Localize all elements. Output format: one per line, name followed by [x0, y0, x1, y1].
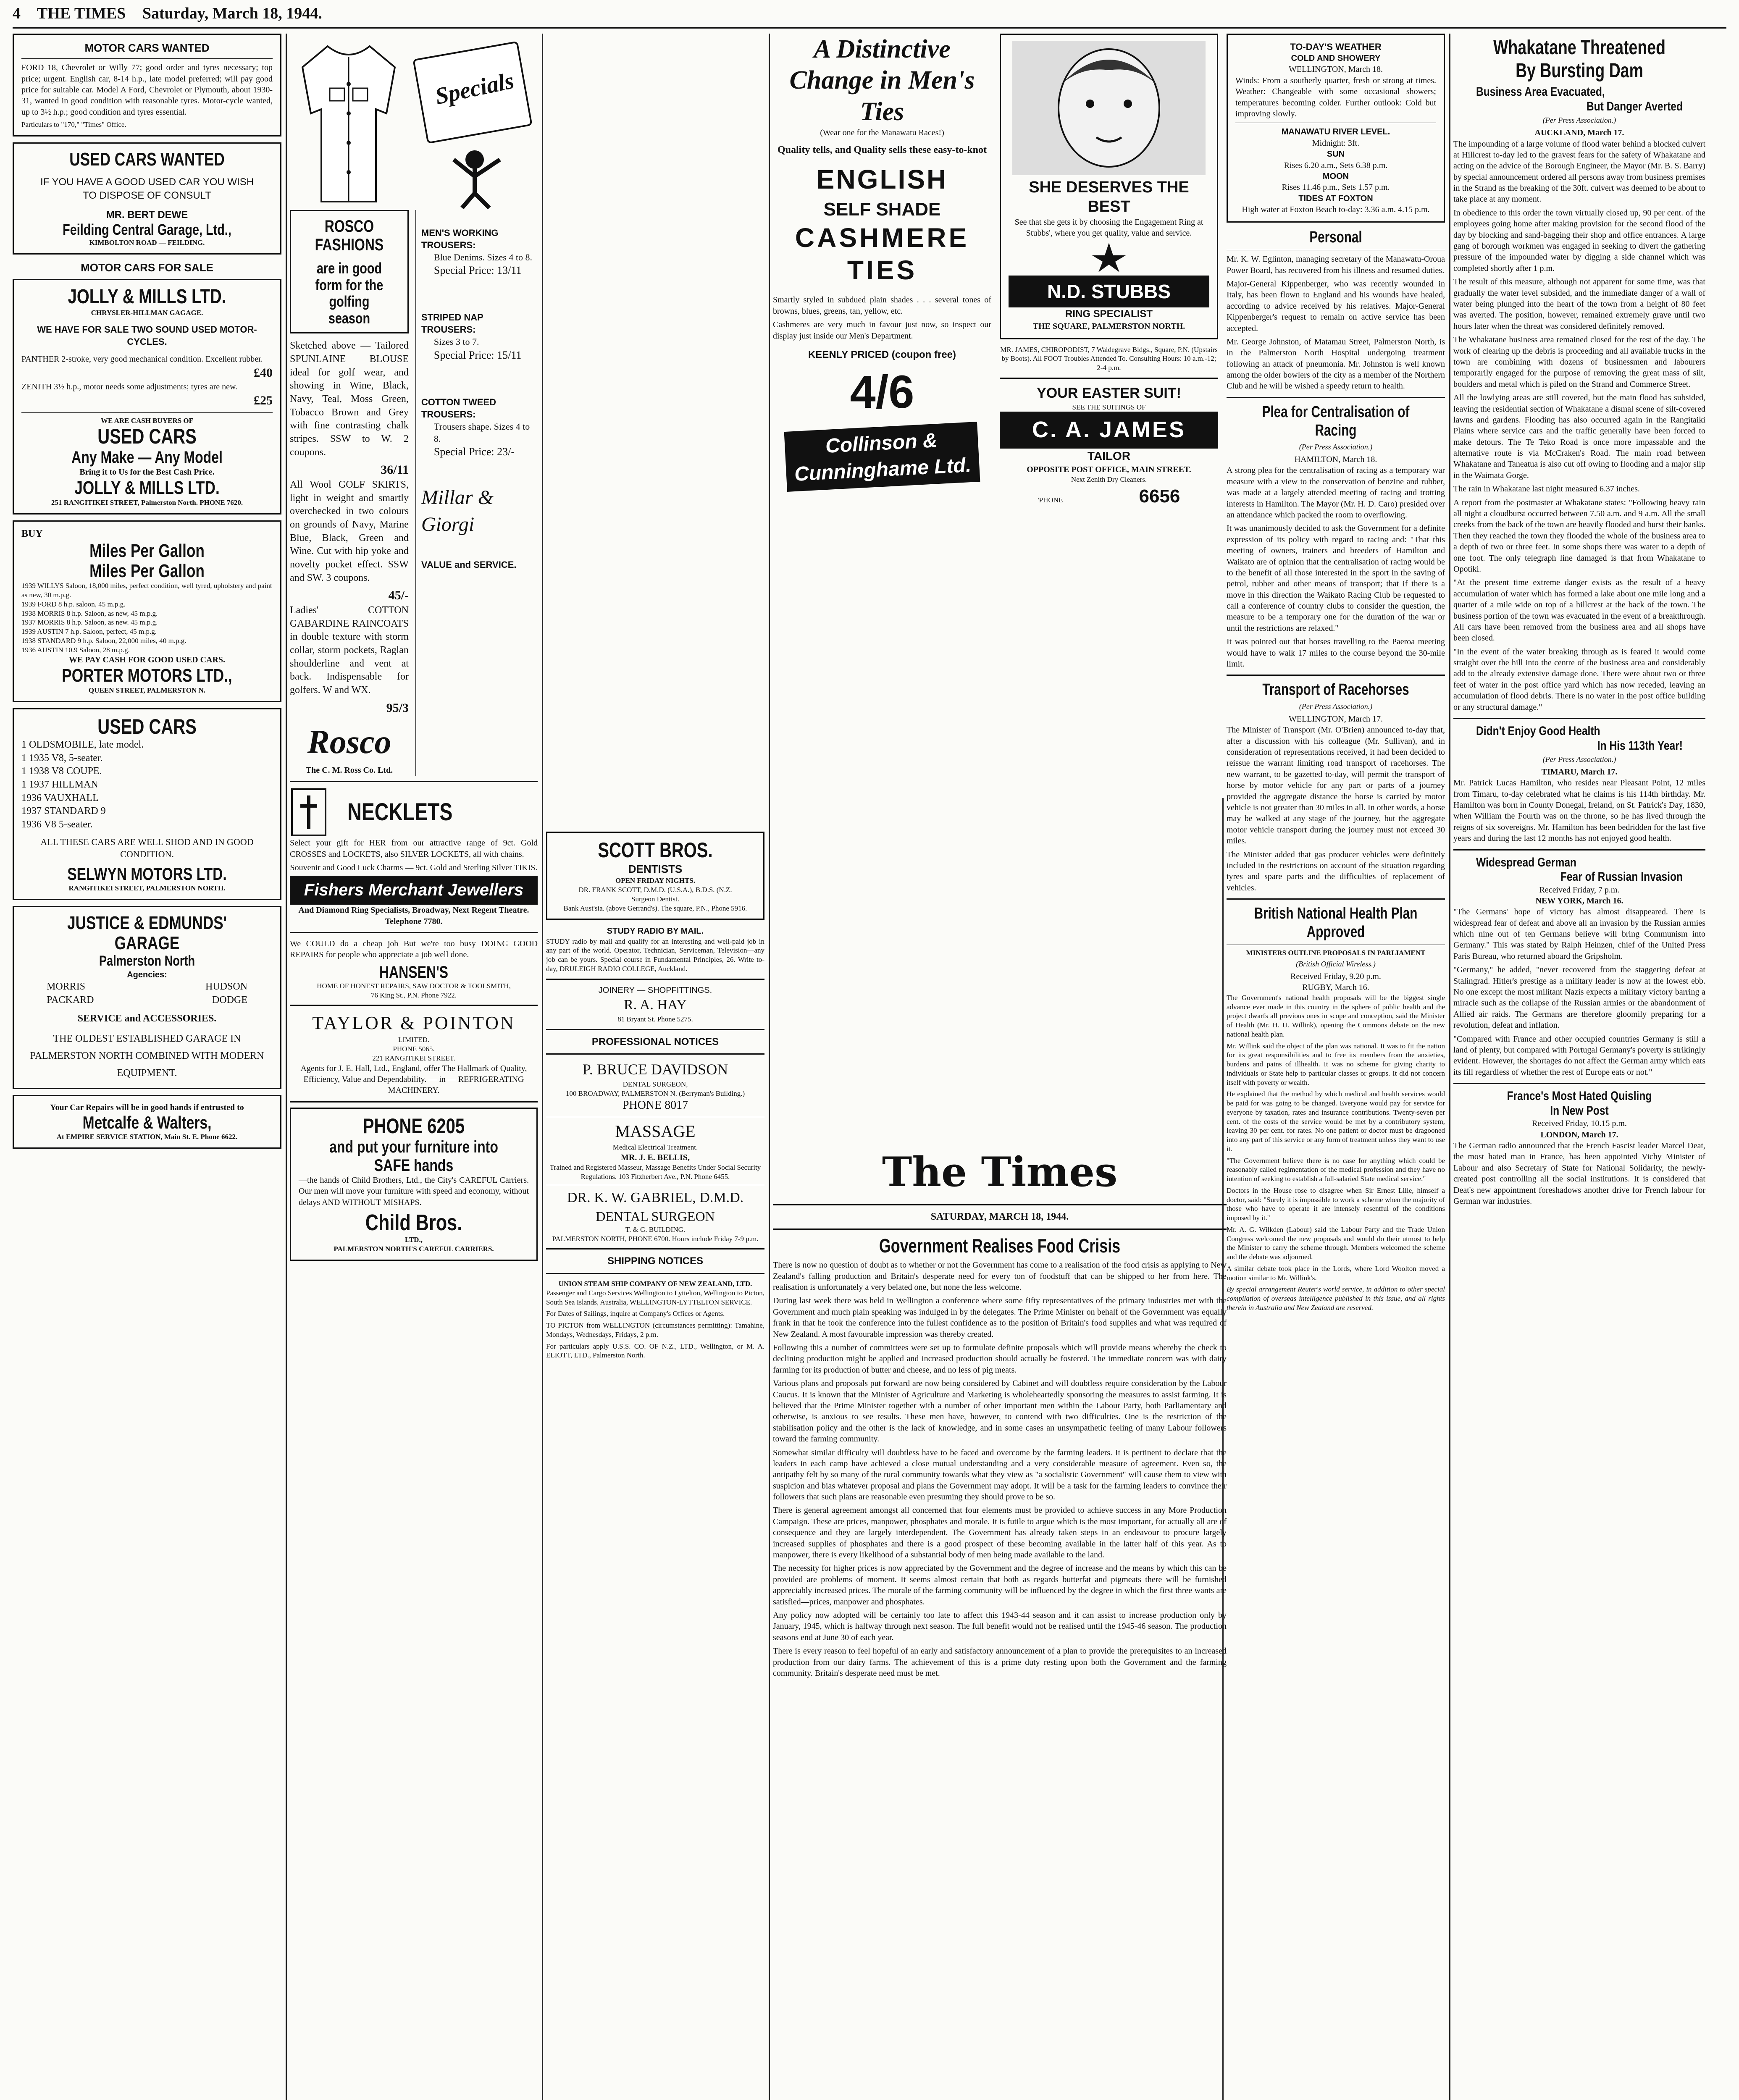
ad-text: Select your gift for HER from our attractive range of 9ct. Gold CROSSES and LOCKETS, also SILVER LOCKETS, all with chains.: [290, 838, 538, 859]
story-paragraph: "Compared with France and other occupied countries Germany is still a land of plenty, but compared with Portugal Germany's poverty is strikingly evident. However, the shortages do not affect the German army which eats its fill regardless of whether the rest of Europe eats or not.": [1453, 1034, 1705, 1077]
business-name: HANSEN'S: [379, 963, 449, 982]
business-address: 81 Bryant St. Phone 5275.: [617, 1015, 693, 1023]
story-paragraph: Mr. K. W. Eglinton, managing secretary of the Manawatu-Oroua Power Board, has recovered from his illness and resumed duties.: [1227, 255, 1445, 275]
business-type: JOINERY — SHOPFITTINGS.: [598, 985, 712, 995]
blouse-illustration: [290, 34, 407, 210]
story-headline: Whakatane Threatened By Bursting Dam: [1493, 37, 1665, 82]
justice-edmunds-ad: [13, 906, 281, 1089]
ad-text: WE PAY CASH FOR GOOD USED CARS.: [68, 655, 226, 665]
specials-sign-text: Specials: [433, 67, 517, 110]
motor-cars-wanted-ad: [13, 34, 281, 136]
chiropodist-ad: MR. JAMES, CHIROPODIST, 7 Waldegrave Bldgs., Square, P.N. (Upstairs by Boots). All FOOT Troubles Attended To. Consulting Hours: 10 a.m.-12; 2-4 p.m.: [1000, 345, 1218, 372]
car-listing: 1936 V8 5-seater.: [21, 819, 93, 830]
paper-name: THE TIMES: [37, 5, 126, 22]
garage-town: Palmerston North: [99, 953, 195, 969]
sun-heading: SUN: [1327, 150, 1345, 159]
story-paragraph: Mr. George Johnston, of Matamau Street, Palmerston North, is in the Palmerston North Hospital undergoing treatment following an attack of pneumonia. Mr. Johnston is well known among the older bowlers of the city as a member of the Northern Club and he will be wished a speedy return to health.: [1227, 337, 1445, 391]
ad-headline: SHE DESERVES THE BEST: [1029, 178, 1189, 215]
dentist-role: DENTAL SURGEON: [596, 1208, 715, 1224]
product-heading: COTTON TWEED TROUSERS:: [421, 396, 496, 420]
moon-heading: MOON: [1322, 171, 1349, 181]
ad-text: TO PICTON from WELLINGTON (circumstances permitting): Tamahine, Mondays, Wednesdays, Fridays, 2 p.m.: [546, 1321, 764, 1339]
business-type: DENTISTS: [628, 863, 683, 875]
river-heading: MANAWATU RIVER LEVEL.: [1281, 127, 1390, 137]
ties-ad: [773, 34, 991, 1150]
weather-heading: TO-DAY'S WEATHER: [1290, 42, 1382, 52]
story-received: Received Friday, 10.15 p.m.: [1532, 1119, 1627, 1129]
ad-text: Bring it to Us for the Best Cash Price.: [79, 467, 215, 477]
editorial-headline: Government Realises Food Crisis: [879, 1235, 1121, 1257]
dentist-role: Surgeon Dentist.: [631, 895, 679, 903]
ad-text: SERVICE and ACCESSORIES.: [77, 1013, 217, 1024]
ad-text: For Dates of Sailings, inquire at Company's Offices or Agents.: [546, 1310, 725, 1318]
car-listing: 1 1938 V8 COUPE.: [21, 766, 102, 777]
car-listing: 1939 AUSTIN 7 h.p. Saloon, perfect, 45 m.p.g.: [21, 627, 157, 636]
story-received: Received Friday, 7 p.m.: [1539, 885, 1620, 895]
story-dateline: LONDON, March 17.: [1540, 1130, 1618, 1139]
product-bullet: Smartly styled in subdued plain shades . . . several tones of browns, blues, greens, tan, yellow, etc.: [773, 295, 991, 316]
product-headline: ENGLISH: [816, 164, 948, 195]
product-heading: MEN'S WORKING TROUSERS:: [421, 228, 499, 251]
business-type: TAILOR: [1087, 449, 1131, 462]
story-paragraph: The Whakatane business area remained closed for the rest of the day. The work of clearing up the debris is proceeding and all available trucks in the town are combining with dozens of businessmen and labourers temporarily engaged for the purpose of removing the great mass of silt, boulders and metal which is piled on the Strand and Commerce Street.: [1453, 335, 1705, 389]
story-paragraph: "Germany," he added, "never recovered from the staggering defeat at Stalingrad. Hitler's prestige as a military leader is now at the lowest ebb. No one except the most militant Nazis expects a military victory barring a miracle such as the collapse of the Russian armies or the abandonment of Allied air raids. The Germans are therefore gloomily preparing for a revolution, defeat and inflation.: [1453, 965, 1705, 1030]
business-phone: 6656: [1139, 486, 1180, 507]
listing: PANTHER 2-stroke, very good mechanical condition. Excellent rubber.: [21, 354, 263, 364]
story-paragraph: Major-General Kippenberger, who was recently wounded in Italy, has been flown to England and his wounds have healed, according to advice received by his relatives. Major-General Kippenberger's request to remain on active service has been accepted.: [1227, 279, 1445, 333]
column-rule: [769, 34, 770, 2100]
story-credit: (Per Press Association.): [1542, 116, 1616, 125]
story-subheading: But Danger Averted: [1586, 99, 1683, 113]
millar-giorgi-logo: Millar & Giorgi: [421, 486, 494, 536]
ad-title: MOTOR CARS WANTED: [84, 42, 210, 54]
business-detail: Next Zenith Dry Cleaners.: [1071, 475, 1147, 484]
story-paragraph: It was unanimously decided to ask the Government for a definite expression of its policy with regard to racing and: "That this meeting of owners, trainers and breeders of Hamilton and Waikato are of opinion that the centralisation of racing would be to the benefit of all those interested in the sport in the saving of petrol, rubber and other means of transport; that if there is a move in this direction the Waikato Racing Club be requested to call a conference of country clubs to consider the question, the measure to be a temporary one for the duration of the war or until the restrictions are relaxed.": [1227, 524, 1445, 633]
garage-name: JUSTICE & EDMUNDS' GARAGE: [67, 912, 227, 954]
car-listing: 1939 FORD 8 h.p. saloon, 45 m.p.g.: [21, 600, 126, 608]
weather-text: Winds: From a southerly quarter, fresh or strong at times. Weather: Changeable with some occasional showers; temperatures becoming colder. Further outlook: Cold but improving slowly.: [1235, 76, 1436, 118]
ad-headline: USED CARS: [97, 714, 197, 738]
dealer-name: SELWYN MOTORS LTD.: [67, 864, 227, 884]
car-listing: 1936 AUSTIN 10.9 Saloon, 28 m.p.g.: [21, 646, 130, 654]
ad-text: FORD 18, Chevrolet or Willy 77; good order and tyres necessary; top price; urgent. English car, 8-14 h.p., late model preferred; will pay good price for suitable car. Model A Ford, Chevrolet or Plymouth, about 1930-31, wanted in good condition with reasonable tyres. Motor-cycle wanted, up to 3½ h.p.; good condition and tyres essential.: [21, 63, 273, 117]
column-rule: [542, 34, 543, 2100]
product-price: Special Price: 23/-: [433, 445, 515, 458]
ad-text: ALL THESE CARS ARE WELL SHOD AND IN GOOD CONDITION.: [40, 836, 254, 859]
brand: DODGE: [212, 994, 247, 1005]
editorial-paragraph: Somewhat similar difficulty will doubtless have to be faced and overcome by the farming leaders. It is pertinent to declare that the leaders in each camp have achieved a close mutual understanding and a very considerable measure of agreement. Even so, the antipathy felt by so many of the rural community towards what they view as "a socialistic Government" will cause them to view with suspicion and bias whatever proposal and plans the Government may adopt. It will be a task for the farming leaders to convince their followers that such plans are reasonable even presuming they should prove to be so.: [773, 1448, 1227, 1502]
specials-sign-illustration: [412, 34, 533, 210]
business-address: THE SQUARE, PALMERSTON NORTH.: [1032, 322, 1185, 331]
masthead-date: SATURDAY, MARCH 18, 1944.: [930, 1211, 1069, 1222]
product-description: Sizes 3 to 7.: [433, 336, 479, 347]
ad-headline: USED CARS: [97, 425, 197, 449]
story-paragraph: A similar debate took place in the Lords, where Lord Woolton moved a motion similar to Mr. Willink's.: [1227, 1264, 1445, 1282]
product-price: Special Price: 15/11: [433, 349, 522, 361]
product-price: 36/11: [381, 463, 409, 477]
story-paragraph: "The Government believe there is no case for anything which could be reasonably called regimentation of the medical profession and they have no intention of seeking to establish a full-salaried State medical service.": [1227, 1156, 1445, 1183]
issue-date: Saturday, March 18, 1944.: [142, 5, 322, 22]
story-paragraph: The impounding of a large volume of flood water behind a blocked culvert at Hillcrest to-day led to the gravest fears for the safety of Whakatane and acting on the advice of the Borough Engineer, the Mayor (Mr. B. S. Barry) by special announcement ordered all persons away from business premises in the Strand as the breaking of the 30ft. culvert was deemed to be about to take place at any moment.: [1453, 139, 1705, 204]
dealer-name: JOLLY & MILLS LTD.: [68, 286, 226, 308]
dentist-role: DENTAL SURGEON,: [623, 1080, 688, 1088]
story-paragraph: It was pointed out that horses travelling to the Paeroa meeting would have to walk 17 miles to the course beyond the 30-mile limit.: [1227, 637, 1445, 669]
ad-text: For particulars apply U.S.S. CO. OF N.Z., LTD., Wellington, or M. A. ELIOTT, LTD., Palmerston North.: [546, 1342, 764, 1360]
story-headline: Plea for Centralisation of Racing: [1262, 403, 1410, 439]
copyright-note: By special arrangement Reuter's world service, in addition to other special compilation of overseas intelligence published in this issue, and all rights therein in Australia and New Zealand are reserved.: [1227, 1285, 1445, 1312]
story-paragraph: The result of this measure, although not apparent for some time, was that gradually the water level subsided, and the immediate danger of a wall of water being plunged into the heart of the town from a height of 80 feet was averted. The position, however, remained extremely grave until two hours later when the threat was considered definitely removed.: [1453, 277, 1705, 331]
ad-note: (Wear one for the Manawatu Races!): [820, 128, 944, 138]
editorial-paragraph: The necessity for higher prices is now appreciated by the Government and the degree of increase and the means by which this can be provided are problems of moment. It seems almost certain that both as regards butterfat and pigmeats there will be furnished appreciably increased prices. The morale of the farming community will be influenced by the degree in which the first three wants are satisfied—prices, manpower and phosphates.: [773, 1564, 1227, 1606]
story-paragraph: In obedience to this order the town virtually closed up, 90 per cent. of the employees going home after making provision for the second flood of the day by blocking and sand-bagging their shop and office entrances. A large gang of borough workmen was engaged in seeking to divert the gathering pressure of the impounded water by digging a side channel which was completed shortly after 1 p.m.: [1453, 208, 1705, 273]
story-subheading: MINISTERS OUTLINE PROPOSALS IN PARLIAMENT: [1246, 949, 1426, 957]
story-headline: In His 113th Year!: [1597, 738, 1683, 753]
story-paragraph: A report from the postmaster at Whakatane states: "Following heavy rain all night a cloudburst occurred between 7.50 a.m. and 9 a.m. All the small creeks from the back of the town are heavily flooded and burst their banks. Then they reached the town they flooded the whole of the business area to a depth of two or three feet. In some shops there was water to a depth of one foot. The only telegraph line damaged is that from Whakatane to Opotiki.: [1453, 498, 1705, 574]
business-building: T. & G. BUILDING.: [625, 1225, 686, 1234]
dentist-name: DR. K. W. GABRIEL, D.M.D.: [567, 1189, 744, 1205]
story-paragraph: The rain in Whakatane last night measured 6.37 inches.: [1453, 484, 1640, 494]
story-headline: Personal: [1309, 228, 1362, 246]
ad-text: Passenger and Cargo Services Wellington to Lyttelton, Wellington to Picton, South Sea Islands, Australia, WELLINGTON-LYTTELTON SERVICE.: [546, 1289, 764, 1306]
business-name: R. A. HAY: [624, 997, 687, 1013]
stubbs-logo: N.D. STUBBS: [1009, 276, 1209, 308]
weather-box: [1227, 34, 1445, 223]
news-column-right: [1453, 34, 1705, 2100]
product-description: Blue Denims. Sizes 4 to 8.: [433, 252, 532, 263]
ad-headline: Miles Per Gallon: [89, 540, 205, 561]
product-description: Ladies' COTTON GABARDINE RAINCOATS in double texture with storm collar, storm pockets, Raglan shoulderline and vent at back. Indispensable for golfers. W and WX.: [290, 604, 409, 696]
ad-text: Your Car Repairs will be in good hands if entrusted to: [50, 1102, 244, 1112]
business-name: SCOTT BROS.: [598, 838, 713, 862]
contact-name: MR. BERT DEWE: [106, 209, 188, 220]
brand: HUDSON: [205, 981, 247, 992]
car-listing: 1937 MORRIS 8 h.p. Saloon, as new. 45 m.p.g.: [21, 618, 158, 627]
ring-sparkle-icon: [1046, 239, 1172, 272]
porter-motors-ad: [13, 520, 281, 702]
listing: ZENITH 3½ h.p., motor needs some adjustments; tyres are new.: [21, 382, 238, 391]
ad-text: STUDY radio by mail and qualify for an interesting and well-paid job in any part of the world. Operator, Technician, Serviceman, Television—any job can be yours. Special course in Fundamental Principles, 26. Write to-day, DRULEIGH RADIO COLLEGE, Auckland.: [546, 937, 764, 973]
listing-price: £25: [254, 394, 273, 408]
ad-text: BUY: [21, 528, 43, 539]
editorial-block: [773, 1142, 1227, 2100]
rosco-logo: Rosco: [307, 724, 391, 761]
story-subheading: Business Area Evacuated,: [1476, 85, 1605, 99]
car-listing: 1937 STANDARD 9: [21, 806, 106, 817]
page-number: 4: [13, 5, 21, 22]
business-address: 221 RANGITIKEI STREET.: [372, 1054, 455, 1062]
selwyn-motors-ad: [13, 708, 281, 900]
story-credit: (Per Press Association.): [1542, 755, 1616, 764]
story-paragraph: "At the present time extreme danger exists as the result of a heavy accumulation of water which has formed a lake about one mile long and a quarter of a mile wide on top of a hillcrest at the back of the town. The business portion of the town was evacuated in the event of a breakthrough. All cars have been removed from the business area and all shops have been closed.: [1453, 578, 1705, 643]
product-headline: SELF SHADE: [823, 199, 941, 220]
ad-text: IF YOU HAVE A GOOD USED CAR YOU WISH TO DISPOSE OF CONSULT: [40, 176, 254, 202]
notices-column: [546, 34, 764, 2100]
dealer-address: RANGITIKEI STREET, PALMERSTON NORTH.: [68, 884, 226, 892]
page-folio: [13, 4, 1726, 29]
car-listing: 1936 VAUXHALL: [21, 792, 99, 803]
dentist-name: P. BRUCE DAVIDSON: [582, 1061, 728, 1078]
story-paragraph: The Government's national health proposals will be the biggest single advance ever made in this country in the sphere of public health and the project dwarfs all previous ones in scope and conception, said the Minister of Health (Mr. H. U. Willink), opening the Commons debate on the new national health plan.: [1227, 993, 1445, 1038]
product-headline: CASHMERE TIES: [795, 222, 969, 285]
product-description: Sketched above — Tailored SPUNLAINE BLOUSE ideal for golf wear, and showing in Wine, Black, Navy, Teal, Moss Green, Tobacco Brown and Grey with fine contrasting chalk stripes. SSW to W. 2 coupons.: [290, 340, 409, 458]
ad-text: Quality tells, and Quality sells these easy-to-knot: [777, 144, 987, 155]
ad-headline: A Distinctive Change in Men's Ties: [789, 35, 975, 126]
ad-text: —the hands of Child Brothers, Ltd., the City's CAREFUL Carriers. Our men will move your furniture with speed and economy, without delays AND WITHOUT MISHAPS.: [299, 1175, 529, 1207]
product-bullet: Cashmeres are very much in favour just now, so inspect our display just inside our Men's Department.: [773, 320, 991, 341]
story-dateline: RUGBY, March 16.: [1302, 983, 1369, 992]
product-heading: STRIPED NAP TROUSERS:: [421, 312, 483, 335]
ad-headline: NECKLETS: [347, 798, 453, 826]
classifieds-column: [13, 34, 281, 2100]
story-paragraph: The German radio announced that the French Fascist leader Marcel Deat, the most hated man in France, has been appointed Vichy Minister of Labour and also Secretary of State for National Solidarity, the newly-created post controlling all the social institutions. It is considered that Deat's new appointment foreshadows another drive for French labour for German war industries.: [1453, 1141, 1705, 1206]
dealer-name: PORTER MOTORS LTD.,: [62, 665, 232, 686]
story-paragraph: "In the event of the water breaking through as is feared it would come straight over the hill into the centre of the business area and considerably add to the already extensive damage done. There were about two or three feet of water in the post office yard which has now receded, leaving an accumulation of flood debris. There is no water in the post office building or any structural damage.": [1453, 647, 1705, 712]
product-description: All Wool GOLF SKIRTS, light in weight and smartly overchecked in two colours on grounds of Navy, Marine Blue, Black, Green and Wine. Cut with hip yoke and novelty pocket effect. SSW and SW. 3 coupons.: [290, 479, 409, 583]
weather-dateline: WELLINGTON, March 18.: [1288, 65, 1383, 74]
business-phone: PHONE 5065.: [393, 1045, 435, 1053]
ad-text: THE OLDEST ESTABLISHED GARAGE IN PALMERSTON NORTH COMBINED WITH MODERN EQUIPMENT.: [30, 1033, 264, 1079]
sun-times: Rises 6.20 a.m., Sets 6.38 p.m.: [1284, 160, 1388, 170]
rosco-ad-header: [290, 210, 409, 333]
ad-text: Agencies:: [127, 970, 167, 979]
ad-text: WE ARE CASH BUYERS OF: [100, 416, 194, 425]
masthead-title: The Times: [882, 1148, 1118, 1196]
story-paragraph: He explained that the method by which medical and health services would be paid for was going to be changed. Everyone would pay for service for everyone by taxation, rates and insurance contributions. Twenty-seven per cent. of the costs of the service would be met by a contributory system, leaving 30 per cent. for rates. No one patient or doctor must be dragooned into any part of this service or any form of treatment unless they want to use it.: [1227, 1090, 1445, 1153]
fishers-logo: Fishers Merchant Jewellers: [290, 876, 538, 905]
ad-text: See that she gets it by choosing the Engagement Ring at Stubbs', where you get quality, value and service.: [1014, 217, 1203, 238]
business-address: Bank Aust'sia. (above Gerrand's). The square, P.N., Phone 5916.: [563, 904, 747, 912]
car-listing: 1 1937 HILLMAN: [21, 779, 98, 790]
editorial-paragraph: Following this a number of committees were set up to formulate definite proposals which will provide means whereby the check to declining production might be applied and increased production should actually be fostered. The immediate concern was with dairy farming for its production of butter and cheese, and no less of pig meats.: [773, 1343, 1227, 1375]
business-address: PALMERSTON NORTH, PHONE 6700. Hours include Friday 7-9 p.m.: [552, 1234, 759, 1243]
story-paragraph: Mr. Patrick Lucas Hamilton, who resides near Pleasant Point, 12 miles from Timaru, to-day celebrated what he claims is his 114th birthday. Mr. Hamilton was born in County Donegal, Ireland, on St. Patrick's Day, 1830, when William the Fourth was on the throne, so he has lived through the reigns of six sovereigns. Mr. Hamilton has been bedridden for the last five years and during the last 12 months has not enjoyed good health.: [1453, 778, 1705, 843]
story-paragraph: All the lowlying areas are still covered, but the main flood has subsided, leaving the residential section of Whakatane a dismal scene of silt-covered lawns and gardens. Flooding has also occurred again in the Rangitaiki Plains where service cars and the traffic generally have been forced to make detours. The Te Teko Road is once more impassable and the alternative route is via McCraken's Road. The main road between Whakatane and Taneatua is also cut off owing to flooding and a major slip in the Waimata Gorge.: [1453, 393, 1705, 480]
store-tagline: VALUE and SERVICE.: [421, 559, 517, 570]
ad-headline: USED CARS WANTED: [69, 149, 225, 170]
story-received: Received Friday, 9.20 p.m.: [1290, 971, 1381, 981]
product-description: Trousers shape. Sizes 4 to 8.: [433, 421, 530, 444]
story-headline: In New Post: [1550, 1103, 1609, 1118]
story-paragraph: "The Germans' hope of victory has almost disappeared. There is widespread fear of defeat and above all an invasion by the Russian armies which nine out of ten Germans believe will bring Communism into Germany." This was stated by Ralph Heinzen, chief of the United Press Paris Bureau, who returned aboard the Gripsholm.: [1453, 907, 1705, 961]
moon-times: Rises 11.46 p.m., Sets 1.57 p.m.: [1282, 183, 1390, 192]
section-heading: PROFESSIONAL NOTICES: [591, 1036, 719, 1047]
business-address: 76 King St., P.N. Phone 7922.: [370, 991, 457, 999]
section-heading: SHIPPING NOTICES: [607, 1255, 704, 1267]
dentist-name: DR. FRANK SCOTT, D.M.D. (U.S.A.), B.D.S. (N.Z.: [578, 886, 732, 894]
news-column: [1227, 34, 1445, 2100]
brand: MORRIS: [47, 981, 86, 992]
ad-text: Medical Electrical Treatment.: [612, 1143, 698, 1152]
listing-price: £40: [254, 366, 273, 380]
stubbs-logo-tag: RING SPECIALIST: [1065, 308, 1153, 320]
car-listing: 1939 WILLYS Saloon, 18,000 miles, perfect condition, well tyred, upholstery and paint as new, 30 m.p.g.: [21, 582, 272, 599]
product-price: 4/6: [850, 366, 914, 418]
car-listing: 1938 STANDARD 9 h.p. Saloon, 22,000 miles, 40 m.p.g.: [21, 636, 187, 645]
ad-text: SEE THE SUITINGS OF: [1072, 403, 1146, 411]
story-credit: (Per Press Association.): [1299, 702, 1373, 711]
story-headline: Widespread German: [1476, 855, 1577, 869]
story-dateline: NEW YORK, March 16.: [1535, 896, 1623, 906]
editorial-paragraph: There is every reason to feel hopeful of an early and satisfactory announcement of a plan to provide the prerequisites to an increased production from our dairy farms. The achievement of this is a prime duty resting upon both the Government and the farming community. Britain's desperate need must be met.: [773, 1646, 1227, 1678]
metcalfe-walters-ad: [13, 1095, 281, 1149]
garage-address: KIMBOLTON ROAD — FEILDING.: [89, 239, 205, 247]
opening-hours: OPEN FRIDAY NIGHTS.: [615, 877, 696, 885]
editorial-paragraph: There is now no question of doubt as to whether or not the Government has come to a realisation of the food crisis as applying to New Zealand's falling production and Britain's desperate need for every ton of foodstuff that can be shipped to her from here. The realisation is unfortunately a very belated one, but none the less welcome.: [773, 1260, 1227, 1292]
editorial-paragraph: There is general agreement amongst all concerned that four elements must be provided to achieve success in any More Production Campaign. These are prices, manpower, phosphates and morale. It is futile to argue which is the most important, for actually all are of consequence and they are largely interdependent. The Government has already taken steps in an endeavour to procure largely increased supplies of phosphates and there is a good prospect of these becoming available in the latter half of this year. As to manpower, there is every likelihood of a substantial body of men being made available to the land.: [773, 1506, 1227, 1560]
tide-times: High water at Foxton Beach to-day: 3.36 a.m. 4.15 p.m.: [1242, 205, 1430, 215]
story-headline: British National Health Plan Approved: [1254, 905, 1418, 941]
garage-address: At EMPIRE SERVICE STATION, Main St. E. Phone 6622.: [56, 1133, 238, 1141]
store-name: ROSCO FASHIONS: [315, 217, 384, 254]
stubbs-ad: [1000, 34, 1218, 339]
tides-heading: TIDES AT FOXTON: [1298, 194, 1373, 203]
story-paragraph: The Minister of Transport (Mr. O'Brien) announced to-day that, after a discussion with his colleague (Mr. Sullivan), and in consideration of representations received, it had been decided to reissue the warrant limiting road transport of racehorses. The new warrant, to be gazetted to-day, will permit the transport of horse by motor vehicle for any part or parts of a journey provided the aggregate distance the horse is carried by motor vehicle is not greater than 30 miles in all. In other words, a horse may be walked at any stage of the journey, but the aggregate motor vehicle transport during the journey must not exceed 30 miles.: [1227, 725, 1445, 846]
scott-bros-ad: [546, 832, 764, 920]
story-dateline: AUCKLAND, March 17.: [1534, 128, 1624, 138]
dealer-address: QUEEN STREET, PALMERSTON N.: [88, 686, 206, 695]
story-paragraph: Mr. Willink said the object of the plan was national. It was to fit the nation for its great responsibilities and to free its members from the anxieties, burdens and pains of illhealth. It was no scheme for giving charity to individuals or State help to particular classes or groups. It did not concern itself with poverty or wealth.: [1227, 1042, 1445, 1087]
story-dateline: HAMILTON, March 18.: [1294, 455, 1377, 464]
car-listing: 1 OLDSMOBILE, late model.: [21, 739, 144, 750]
ad-headline: Miles Per Gallon: [89, 561, 205, 581]
story-headline: Didn't Enjoy Good Health: [1476, 724, 1600, 738]
dealer-tag: CHRYSLER-HILLMAN GAGAGE.: [91, 308, 203, 317]
jolly-mills-ad: [13, 279, 281, 514]
river-level: Midnight: 3ft.: [1312, 138, 1360, 148]
ad-tagline: and put your furniture into SAFE hands: [329, 1137, 498, 1175]
company-name: The C. M. Ross Co. Ltd.: [305, 765, 393, 775]
business-detail: LIMITED.: [398, 1036, 430, 1044]
story-paragraph: A strong plea for the centralisation of racing as a temporary war measure with a view to the conservation of benzine and rubber, was made at a largely attended meeting of racing and trotting interests in Hamilton. The Mayor (Mr. H. D. Caro) presided over an attendance which packed the room to overflowing.: [1227, 466, 1445, 520]
ad-text: We COULD do a cheap job But we're too busy DOING GOOD REPAIRS for people who appreciate a job well done.: [290, 939, 538, 960]
section-heading: MOTOR CARS FOR SALE: [81, 261, 213, 274]
ad-tagline: are in good form for the golfing season: [315, 260, 384, 327]
story-headline: Fear of Russian Invasion: [1560, 870, 1683, 884]
phone-headline: PHONE 6205: [363, 1114, 465, 1138]
business-name: Child Bros.: [365, 1210, 462, 1235]
ad-text: Agents for J. E. Hall, Ltd., England, offer The Hallmark of Quality, Efficiency, Value and Dependability. — in — REFRIGERATING MACHINERY.: [300, 1063, 527, 1095]
car-listing: 1 1935 V8, 5-seater.: [21, 752, 103, 764]
phone-label: 'PHONE: [1038, 496, 1063, 504]
business-address: PALMERSTON NORTH'S CAREFUL CARRIERS.: [334, 1245, 494, 1253]
practitioner-name: MR. J. E. BELLIS,: [621, 1152, 690, 1162]
story-credit: (British Official Wireless.): [1296, 960, 1376, 969]
ad-headline: MASSAGE: [615, 1122, 696, 1141]
business-address: OPPOSITE POST OFFICE, MAIN STREET.: [1027, 465, 1191, 474]
child-bros-ad: [290, 1108, 538, 1261]
business-name: TAYLOR & POINTON: [312, 1013, 515, 1034]
story-paragraph: Doctors in the House rose to disagree when Sir Ernest Lille, himself a doctor, said: "Surely it is impossible to work a scheme when the majority of those who have to operate it are intensely resentful of the conditions imposed by it.": [1227, 1186, 1445, 1222]
product-price: 95/3: [386, 701, 409, 715]
ad-text: Souvenir and Good Luck Charms — 9ct. Gold and Sterling Silver TIKIS.: [290, 863, 538, 873]
woman-portrait-illustration: [1012, 41, 1206, 175]
product-price: 45/-: [388, 588, 409, 603]
shipping-company: UNION STEAM SHIP COMPANY OF NEW ZEALAND, LTD.: [558, 1280, 752, 1288]
dealer-address: 251 RANGITIKEI STREET, Palmerston North. PHONE 7620.: [51, 499, 243, 507]
ads-column-right: [1000, 34, 1218, 1150]
business-address: 100 BROADWAY, PALMERSTON N. (Berryman's Building.): [565, 1089, 745, 1097]
editorial-paragraph: During last week there was held in Wellington a conference where some fifty representatives of the primary industries met with the Government and much plain speaking was indulged in by the delegates. The Prime Minister on behalf of the Government was equally frank in that he took the conference into the fullest confidence as to the position of Britain's food supplies and what was required of New Zealand. A most favourable impression was thereby created.: [773, 1296, 1227, 1339]
business-name: C. A. JAMES: [1000, 412, 1218, 448]
story-credit: (Per Press Association.): [1299, 443, 1373, 452]
story-dateline: TIMARU, March 17.: [1541, 767, 1618, 777]
weather-subheading: COLD AND SHOWERY: [1291, 54, 1381, 63]
ad-headline: YOUR EASTER SUIT!: [1037, 385, 1181, 401]
story-dateline: WELLINGTON, March 17.: [1288, 714, 1383, 724]
editorial-paragraph: Any policy now adopted will be certainly too late to affect this 1943-44 season and it can assist to increase production only by January, 1945, which is halfway through next season. The full benefit would not be realised until the 1945-46 season. The production seasons end at June 30 of each year.: [773, 1611, 1227, 1642]
store-logo: Collinson & Cunninghame Ltd.: [784, 422, 980, 492]
cross-pendant-icon: [290, 787, 328, 837]
ad-contact: Particulars to "170," "Times" Office.: [21, 121, 126, 129]
product-price: Special Price: 13/11: [433, 264, 522, 277]
editorial-paragraph: Various plans and proposals put forward are now being considered by Cabinet and will doubtless require consideration by the Labour Caucus. It is known that the Minister of Agriculture and Marketing is wholeheartedly sponsoring the measures to assist farming. It is believed that the Prime Minister together with a number of other important men within the Labour Party, both Parliamentary and otherwise, is anxious to see results. These men have, however, to contend with two difficulties. One is the restriction of the stabilisation policy and the other is the lack of knowledge, and in some cases an unsympathetic feeling of many Labour followers toward the farming community.: [773, 1379, 1227, 1444]
story-headline: Transport of Racehorses: [1262, 681, 1409, 699]
brand: PACKARD: [47, 994, 94, 1005]
column-rule: [1449, 34, 1450, 2100]
story-headline: France's Most Hated Quisling: [1507, 1089, 1652, 1103]
business-tagline: HOME OF HONEST REPAIRS, SAW DOCTOR & TOOLSMITH,: [317, 982, 511, 990]
ad-text: And Diamond Ring Specialists, Broadway, Next Regent Theatre. Telephone 7780.: [298, 906, 529, 926]
story-paragraph: The Minister added that gas producer vehicles were definitely included in the restrictions on account of the situation regarding tyres and spare parts and the difficulties of replacement of vehicles.: [1227, 850, 1445, 892]
car-listing: 1938 MORRIS 8 h.p. Saloon, as new, 45 m.p.g.: [21, 609, 158, 617]
business-detail: LTD.,: [405, 1236, 423, 1244]
garage-name: Metcalfe & Walters,: [82, 1112, 212, 1132]
ad-text: WE HAVE FOR SALE TWO SOUND USED MOTOR-CYCLES.: [37, 324, 257, 347]
ad-headline: STUDY RADIO BY MAIL.: [607, 927, 704, 936]
dealer-name: JOLLY & MILLS LTD.: [74, 477, 220, 498]
ads-column: [290, 34, 538, 2100]
ad-headline: Any Make — Any Model: [71, 448, 223, 467]
dewe-ad: [13, 142, 281, 255]
garage-name: Feilding Central Garage, Ltd.,: [63, 221, 231, 239]
business-phone: PHONE 8017: [622, 1099, 688, 1112]
column-rule: [286, 34, 287, 2100]
price-label: KEENLY PRICED (coupon free): [808, 349, 956, 360]
ad-text: Trained and Registered Masseur, Massage Benefits Under Social Security Regulations. 103 Fitzherbert Ave., P.N. Phone 6455.: [549, 1163, 761, 1181]
story-paragraph: Mr. A. G. Wilkden (Labour) said the Labour Party and the Trade Union Congress welcomed the new proposals and would do their utmost to help the Minister to carry the scheme through. Members welcomed the scheme and the debate was adjourned.: [1227, 1225, 1445, 1261]
